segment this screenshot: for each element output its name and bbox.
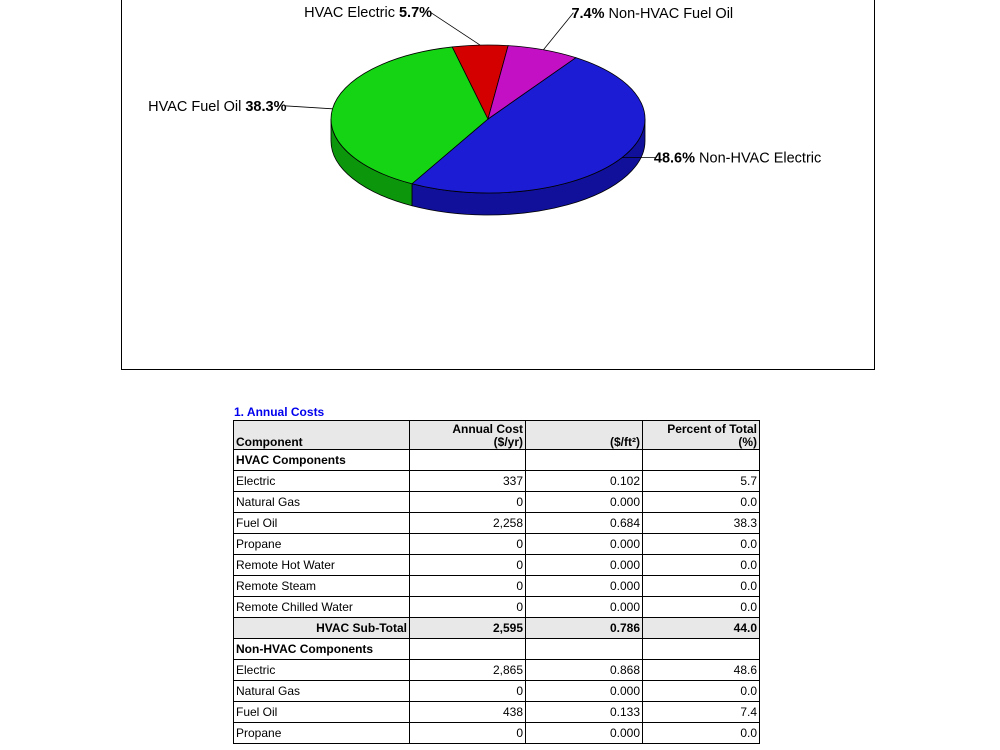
pie-label-percent: 5.7%: [398, 5, 433, 22]
header-annual-cost-title: Annual Cost: [452, 422, 523, 436]
header-percent-title: Percent of Total: [667, 422, 757, 436]
leader-line-non-hvac-fuel-oil: [543, 13, 573, 50]
section-title: 1. Annual Costs: [234, 405, 325, 419]
pie-label-hvac-fuel-oil: [148, 99, 286, 115]
header-annual-cost-unit: ($/yr): [493, 435, 523, 449]
table-row: [234, 723, 760, 744]
per-area-cell: 0.786: [526, 618, 643, 639]
per-area-cell: 0.000: [526, 576, 643, 597]
percent-cell: 0.0: [643, 555, 760, 576]
annual-cost-cell: 0: [410, 723, 526, 744]
per-area-cell: 0.000: [526, 681, 643, 702]
table-row: [234, 681, 760, 702]
header-percent-unit: (%): [738, 435, 757, 449]
component-cell: Remote Steam: [234, 576, 410, 597]
per-area-cell: 0.102: [526, 471, 643, 492]
table-row: [234, 702, 760, 723]
percent-cell: 0.0: [643, 576, 760, 597]
annual-cost-cell: 438: [410, 702, 526, 723]
per-area-cell: 0.000: [526, 723, 643, 744]
table-group-row: [234, 639, 760, 660]
component-cell: Natural Gas: [234, 681, 410, 702]
annual-cost-cell: 0: [410, 597, 526, 618]
per-area-cell: 0.000: [526, 534, 643, 555]
pie-label-non-hvac-electric: [654, 151, 821, 167]
table-row: [234, 534, 760, 555]
component-cell: Propane: [234, 723, 410, 744]
pie-label-name: Non-HVAC Electric: [699, 150, 822, 167]
component-cell: Remote Hot Water: [234, 555, 410, 576]
pie-label-hvac-electric: [304, 5, 432, 21]
percent-cell: 0.0: [643, 681, 760, 702]
header-percent: [643, 421, 760, 450]
annual-cost-cell: 2,595: [410, 618, 526, 639]
percent-cell: 48.6: [643, 660, 760, 681]
header-per-area: ($/ft²): [526, 421, 643, 450]
table-header-row: [234, 421, 760, 450]
component-cell: HVAC Sub-Total: [234, 618, 410, 639]
annual-cost-cell: 2,258: [410, 513, 526, 534]
annual-costs-table: [233, 420, 760, 744]
annual-cost-cell: 0: [410, 681, 526, 702]
header-annual-cost: [410, 421, 526, 450]
pie-label-name: Non-HVAC Fuel Oil: [608, 5, 734, 22]
table-row: [234, 576, 760, 597]
table-group-row: [234, 450, 760, 471]
pie-label-percent: 7.4%: [571, 5, 605, 22]
per-area-cell: 0.133: [526, 702, 643, 723]
pie-label-non-hvac-fuel-oil: [571, 6, 733, 22]
per-area-cell: 0.000: [526, 555, 643, 576]
table-body: [234, 450, 760, 744]
empty-cell: [526, 639, 643, 660]
cost-pie-chart: [122, 0, 876, 371]
annual-cost-cell: 0: [410, 555, 526, 576]
table-row: [234, 513, 760, 534]
header-component: Component: [234, 421, 410, 450]
percent-cell: 0.0: [643, 492, 760, 513]
table-row: [234, 492, 760, 513]
percent-cell: 44.0: [643, 618, 760, 639]
pie-label-percent: 48.6%: [653, 150, 696, 167]
empty-cell: [526, 450, 643, 471]
component-cell: Fuel Oil: [234, 513, 410, 534]
table-row: [234, 660, 760, 681]
component-cell: Electric: [234, 660, 410, 681]
pie-slices: [331, 45, 645, 193]
component-cell: Remote Chilled Water: [234, 597, 410, 618]
component-cell: Propane: [234, 534, 410, 555]
percent-cell: 7.4: [643, 702, 760, 723]
empty-cell: [410, 450, 526, 471]
percent-cell: 38.3: [643, 513, 760, 534]
pie-label-name: HVAC Fuel Oil: [148, 98, 242, 115]
empty-cell: [410, 639, 526, 660]
percent-cell: 0.0: [643, 597, 760, 618]
empty-cell: [643, 450, 760, 471]
pie-label-name: HVAC Electric: [304, 5, 395, 22]
percent-cell: 0.0: [643, 723, 760, 744]
table-row: [234, 555, 760, 576]
leader-line-hvac-electric: [430, 12, 480, 45]
table-row: [234, 597, 760, 618]
group-label: HVAC Components: [234, 450, 410, 471]
per-area-cell: 0.000: [526, 492, 643, 513]
pie-chart-frame: [121, 0, 875, 370]
component-cell: Natural Gas: [234, 492, 410, 513]
per-area-cell: 0.000: [526, 597, 643, 618]
annual-cost-cell: 0: [410, 576, 526, 597]
annual-cost-cell: 0: [410, 492, 526, 513]
annual-cost-cell: 2,865: [410, 660, 526, 681]
leader-line-hvac-fuel-oil: [284, 106, 332, 109]
annual-cost-cell: 0: [410, 534, 526, 555]
empty-cell: [643, 639, 760, 660]
table-row: [234, 471, 760, 492]
group-label: Non-HVAC Components: [234, 639, 410, 660]
component-cell: Electric: [234, 471, 410, 492]
per-area-cell: 0.868: [526, 660, 643, 681]
percent-cell: 5.7: [643, 471, 760, 492]
annual-cost-cell: 337: [410, 471, 526, 492]
percent-cell: 0.0: [643, 534, 760, 555]
table-subtotal-row: [234, 618, 760, 639]
component-cell: Fuel Oil: [234, 702, 410, 723]
pie-label-percent: 38.3%: [245, 98, 287, 115]
per-area-cell: 0.684: [526, 513, 643, 534]
